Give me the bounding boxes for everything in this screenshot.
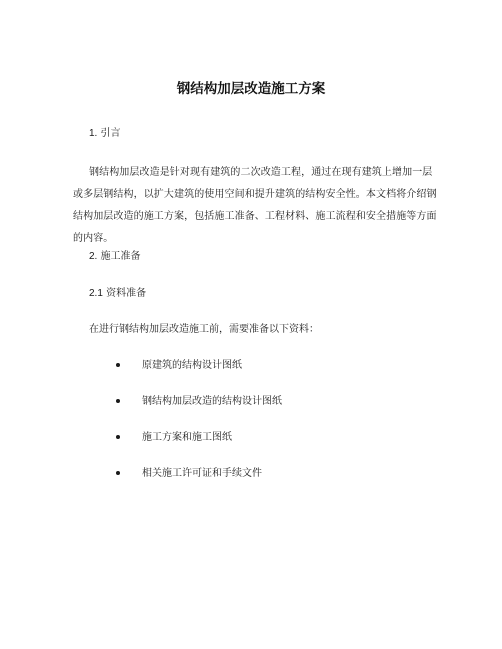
section-1-title: 引言	[100, 128, 121, 139]
intro-line-4: 的内容。	[73, 233, 114, 244]
list-item: 原建筑的结构设计图纸	[116, 359, 242, 373]
bullet-icon	[116, 435, 120, 439]
materials-lead-text: 在进行钢结构加层改造施工前，需要准备以下资料：	[89, 324, 319, 335]
intro-line-2: 或多层钢结构，以扩大建筑的使用空间和提升建筑的结构安全性。本文档将介绍钢	[73, 189, 437, 200]
section-1-number: 1.	[89, 128, 98, 139]
list-item: 相关施工许可证和手续文件	[116, 467, 262, 481]
section-2-1-number: 2.1	[89, 288, 103, 299]
intro-line-1: 钢结构加层改造是针对现有建筑的二次改造工程，通过在现有建筑上增加一层	[89, 167, 433, 178]
section-2-number: 2.	[89, 251, 98, 262]
bullet-icon	[116, 399, 120, 403]
list-item: 施工方案和施工图纸	[116, 431, 232, 445]
intro-line-3: 结构加层改造的施工方案，包括施工准备、工程材料、施工流程和安全措施等方面	[73, 211, 437, 222]
document-title: 钢结构加层改造施工方案	[176, 81, 326, 97]
section-2-1-heading	[89, 287, 146, 301]
section-1-heading	[89, 127, 121, 141]
bullet-icon	[116, 363, 120, 367]
section-2-1-title: 资料准备	[106, 288, 147, 299]
intro-paragraph	[73, 162, 437, 250]
section-2-title: 施工准备	[100, 251, 141, 262]
bullet-icon	[116, 471, 120, 475]
list-item: 钢结构加层改造的结构设计图纸	[116, 395, 282, 409]
section-2-heading	[89, 250, 141, 264]
